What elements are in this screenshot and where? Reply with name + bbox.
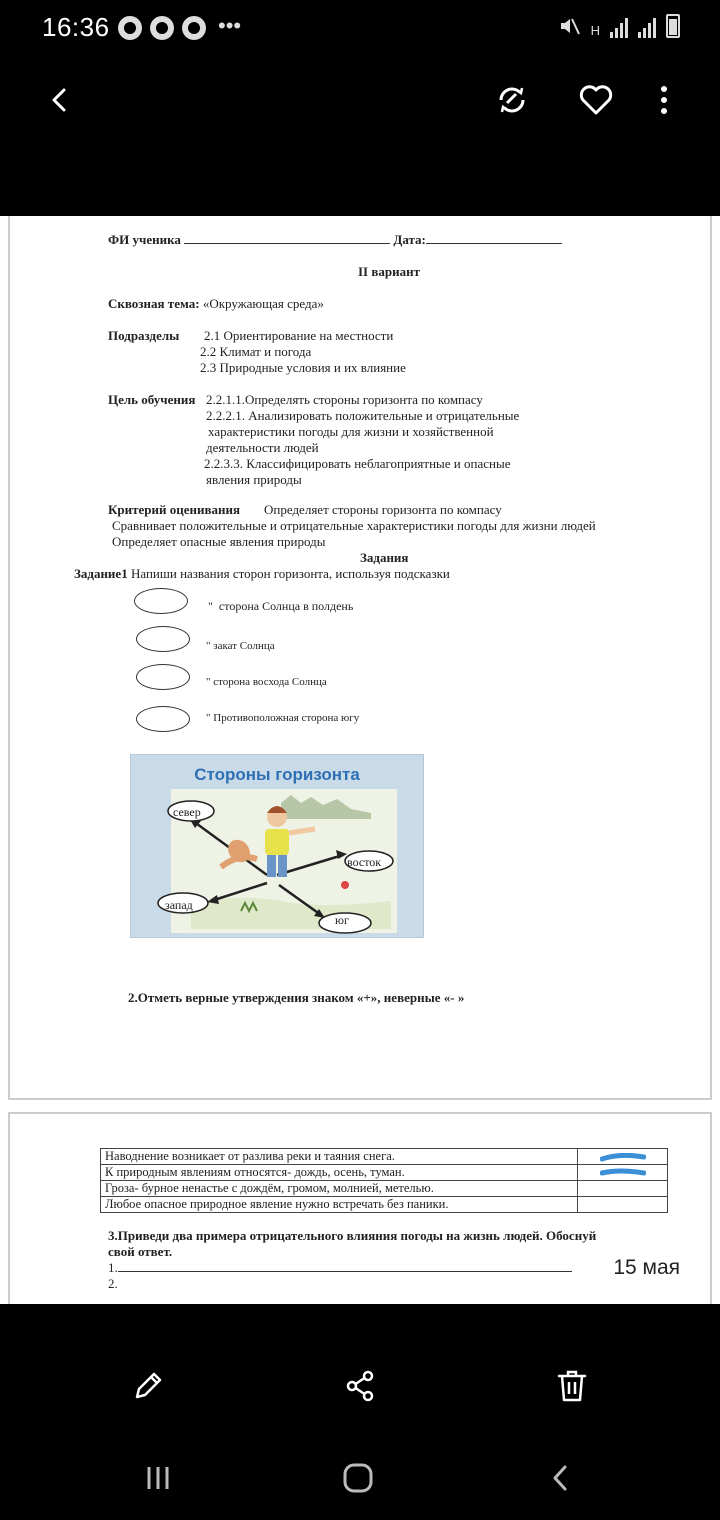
theme-line: Сквозная тема: «Окружающая среда» xyxy=(108,296,324,311)
status-bar xyxy=(0,0,720,56)
back-nav-button[interactable] xyxy=(536,1454,584,1502)
label-north: север xyxy=(173,805,201,819)
image-date-label: 15 мая xyxy=(613,1256,680,1279)
answer-cell[interactable] xyxy=(578,1149,668,1165)
section-item: 2.2 Климат и погода xyxy=(200,344,312,359)
figure-title: Стороны горизонта xyxy=(194,765,360,784)
hint-text: " Противоположная сторона югу xyxy=(206,712,360,724)
document-page-2 xyxy=(8,1112,712,1304)
label-south: юг xyxy=(335,913,349,927)
network-type-icon: H xyxy=(590,23,600,38)
more-options-button[interactable] xyxy=(640,76,688,124)
favorite-button[interactable] xyxy=(572,76,620,124)
recent-apps-icon xyxy=(144,1464,172,1492)
pencil-icon xyxy=(131,1369,165,1403)
hint-text: " сторона восхода Солнца xyxy=(206,676,327,688)
goal-item: явления природы xyxy=(206,472,302,487)
label-west: запад xyxy=(165,898,193,912)
system-icons xyxy=(557,14,680,38)
answer-line: 2. xyxy=(108,1276,118,1291)
statement-cell: Наводнение возникает от разлива реки и таяния снега. xyxy=(101,1149,578,1165)
statement-cell: Любое опасное природное явление нужно встречать без паники. xyxy=(101,1197,578,1213)
task3-heading: свой ответ. xyxy=(108,1244,173,1259)
statement-cell: Гроза- бурное ненастье с дождём, громом, молнией, метелью. xyxy=(101,1181,578,1197)
share-button[interactable] xyxy=(336,1362,384,1410)
share-icon xyxy=(343,1369,377,1403)
table-row xyxy=(101,1181,668,1197)
app-bar xyxy=(0,56,720,216)
hint-text: " закат Солнца xyxy=(206,640,275,652)
chevron-left-icon xyxy=(548,1464,572,1492)
blue-mark xyxy=(600,1167,646,1177)
statements-table xyxy=(100,1148,668,1213)
document-page-1 xyxy=(8,216,712,1100)
task2-heading: 2.Отметь верные утверждения знаком «+», неверные «- » xyxy=(128,990,465,1005)
edit-button[interactable] xyxy=(124,1362,172,1410)
goal-item: 2.2.3.3. Классифицировать неблагоприятные и опасные xyxy=(204,456,511,471)
goal-item: деятельности людей xyxy=(206,440,319,455)
status-time: 16:36 xyxy=(42,12,110,42)
answer-oval[interactable] xyxy=(136,626,190,652)
variant-heading: II вариант xyxy=(358,264,420,279)
notification-icons xyxy=(118,13,242,40)
answer-oval[interactable] xyxy=(136,664,190,690)
recent-apps-button[interactable] xyxy=(134,1454,182,1502)
trash-icon xyxy=(555,1368,589,1404)
rotate-icon xyxy=(495,83,529,117)
answer-cell[interactable] xyxy=(578,1197,668,1213)
task1-line: Задание1 Напиши названия сторон горизонта, используя подсказки xyxy=(74,566,450,581)
criteria-item: Сравнивает положительные и отрицательные характеристики погоды для жизни людей xyxy=(112,518,596,533)
criteria-item: Определяет опасные явления природы xyxy=(112,534,326,549)
signal-icon xyxy=(610,16,628,38)
app-notification-icon xyxy=(182,16,206,40)
tasks-heading: Задания xyxy=(360,550,409,565)
criteria-label: Критерий оценивания xyxy=(108,502,241,517)
name-underline xyxy=(184,232,390,244)
task3-heading: 3.Приведи два примера отрицательного влияния погоды на жизнь людей. Обоснуй xyxy=(108,1228,597,1243)
label-east: восток xyxy=(347,855,382,869)
section-item: 2.3 Природные условия и их влияние xyxy=(200,360,406,375)
date-underline xyxy=(426,232,562,244)
app-notification-icon xyxy=(150,16,174,40)
blue-mark xyxy=(600,1153,646,1163)
answer-line: 1. xyxy=(108,1260,572,1276)
auto-rotate-button[interactable] xyxy=(488,76,536,124)
answer-oval[interactable] xyxy=(134,588,188,614)
goal-label: Цель обучения xyxy=(108,392,196,407)
more-notifications-icon: ••• xyxy=(218,13,242,38)
bottom-action-bar xyxy=(0,1304,720,1440)
mute-icon xyxy=(557,14,581,38)
heart-icon xyxy=(579,84,613,116)
chevron-left-icon xyxy=(46,86,74,114)
goal-item: характеристики погоды для жизни и хозяйственной xyxy=(208,424,494,439)
statement-cell: К природным явлениям относятся- дождь, осень, туман. xyxy=(101,1165,578,1181)
horizon-directions-figure xyxy=(130,754,424,938)
table-row xyxy=(101,1165,668,1181)
student-label: ФИ ученика Дата: xyxy=(108,232,562,248)
table-row xyxy=(101,1149,668,1165)
section-item: 2.1 Ориентирование на местности xyxy=(204,328,394,343)
delete-button[interactable] xyxy=(548,1362,596,1410)
goal-item: 2.2.2.1. Анализировать положительные и отрицательные xyxy=(206,408,520,423)
answer-oval[interactable] xyxy=(136,706,190,732)
app-notification-icon xyxy=(118,16,142,40)
answer-underline xyxy=(118,1260,572,1272)
home-icon xyxy=(342,1462,374,1494)
signal-icon xyxy=(638,16,656,38)
more-vertical-icon xyxy=(659,85,669,115)
document-viewer[interactable] xyxy=(0,216,720,1304)
goal-item: 2.2.1.1.Определять стороны горизонта по компасу xyxy=(206,392,483,407)
battery-icon xyxy=(666,14,680,38)
sections-label: Подразделы xyxy=(108,328,180,343)
criteria-item: Определяет стороны горизонта по компасу xyxy=(264,502,502,517)
table-row xyxy=(101,1197,668,1213)
system-navigation-bar xyxy=(0,1440,720,1520)
back-button[interactable] xyxy=(36,76,84,124)
hint-text: " сторона Солнца в полдень xyxy=(208,599,354,613)
home-button[interactable] xyxy=(334,1454,382,1502)
answer-cell[interactable] xyxy=(578,1165,668,1181)
answer-cell[interactable] xyxy=(578,1181,668,1197)
